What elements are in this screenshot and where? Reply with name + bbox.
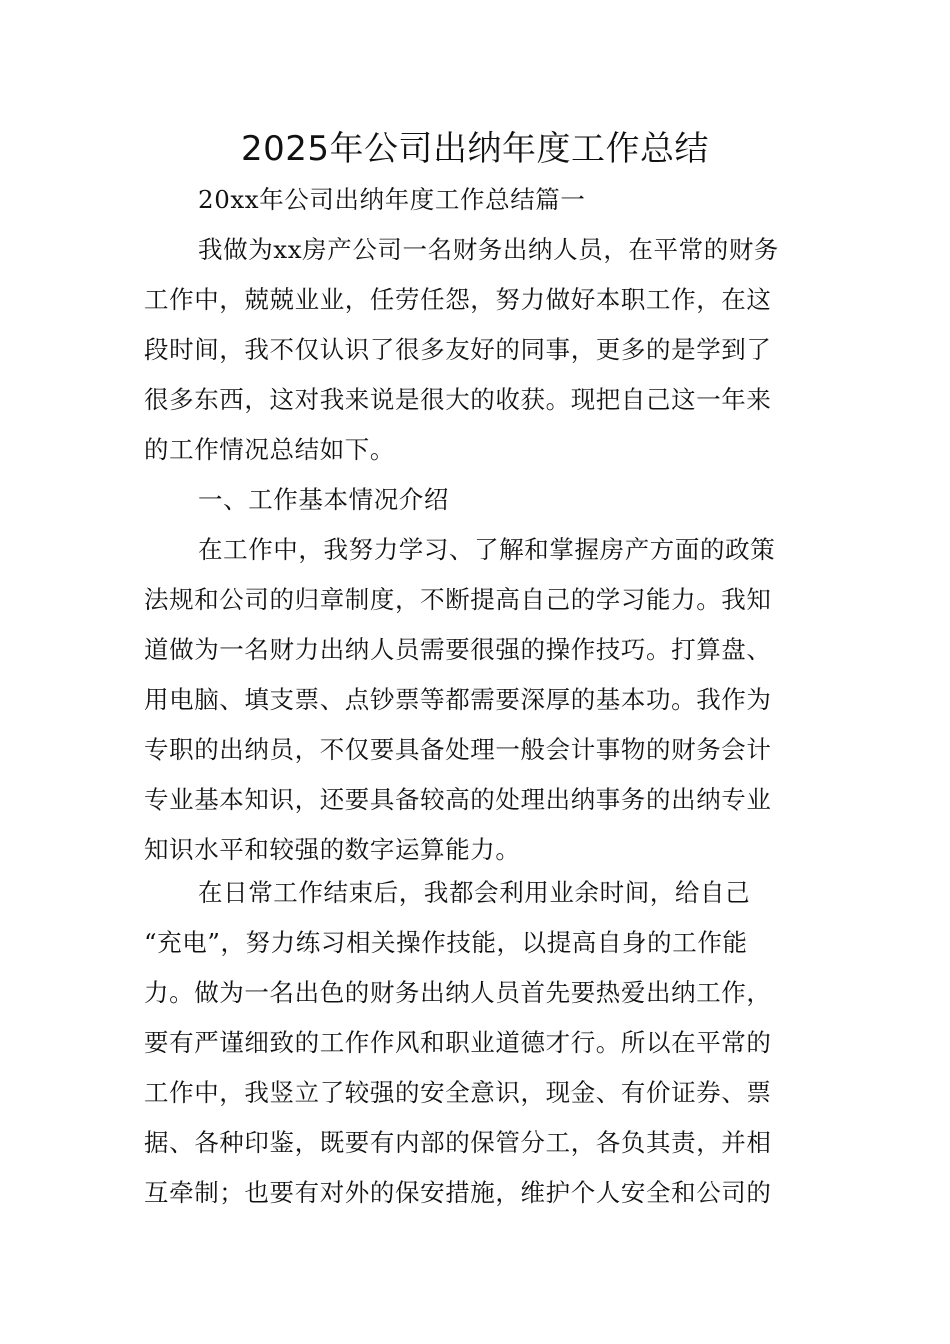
document-title: 2025年公司出纳年度工作总结 xyxy=(240,129,710,169)
paragraph-line: 专业基本知识，还要具备较高的处理出纳事务的出纳专业 xyxy=(144,785,772,814)
paragraph-work-study xyxy=(144,525,824,875)
paragraph-line: 段时间，我不仅认识了很多友好的同事，更多的是学到了 xyxy=(144,335,772,364)
document-subtitle xyxy=(144,175,824,225)
paragraph-line: 道做为一名财力出纳人员需要很强的操作技巧。打算盘、 xyxy=(144,635,772,664)
paragraph-line: 专职的出纳员，不仅要具备处理一般会计事物的财务会计 xyxy=(144,735,772,764)
paragraph-line: 在工作中，我努力学习、了解和掌握房产方面的政策 xyxy=(198,535,776,564)
paragraph-line: 知识水平和较强的数字运算能力。 xyxy=(144,835,521,864)
paragraph-line: 用电脑、填支票、点钞票等都需要深厚的基本功。我作为 xyxy=(144,685,772,714)
paragraph-line: 力。做为一名出色的财务出纳人员首先要热爱出纳工作， xyxy=(144,978,772,1007)
paragraph-intro xyxy=(144,225,824,475)
paragraph-line: 工作中，兢兢业业，任劳任怨，努力做好本职工作，在这 xyxy=(144,285,772,314)
paragraph-line: 很多东西，这对我来说是很大的收获。现把自己这一年来 xyxy=(144,385,772,414)
paragraph-line: 要有严谨细致的工作作风和职业道德才行。所以在平常的 xyxy=(144,1028,772,1057)
paragraph-daily-work xyxy=(144,868,824,1218)
paragraph-line: 据、各种印鉴，既要有内部的保管分工，各负其责，并相 xyxy=(144,1128,772,1157)
paragraph-line: 我做为xx房产公司一名财务出纳人员，在平常的财务 xyxy=(198,235,780,264)
paragraph-line: 在日常工作结束后，我都会利用业余时间，给自己 xyxy=(198,878,751,907)
section-heading-line: 一、工作基本情况介绍 xyxy=(198,485,449,514)
paragraph-line: 法规和公司的归章制度，不断提高自己的学习能力。我知 xyxy=(144,585,772,614)
paragraph-line: “充电”，努力练习相关操作技能，以提高自身的工作能 xyxy=(144,928,748,957)
subtitle-line: 20xx年公司出纳年度工作总结篇一 xyxy=(198,185,586,214)
paragraph-line: 互牵制；也要有对外的保安措施，维护个人安全和公司的 xyxy=(144,1178,772,1207)
paragraph-line: 的工作情况总结如下。 xyxy=(144,435,395,464)
paragraph-line: 工作中，我竖立了较强的安全意识，现金、有价证券、票 xyxy=(144,1078,772,1107)
section-heading xyxy=(144,475,824,525)
